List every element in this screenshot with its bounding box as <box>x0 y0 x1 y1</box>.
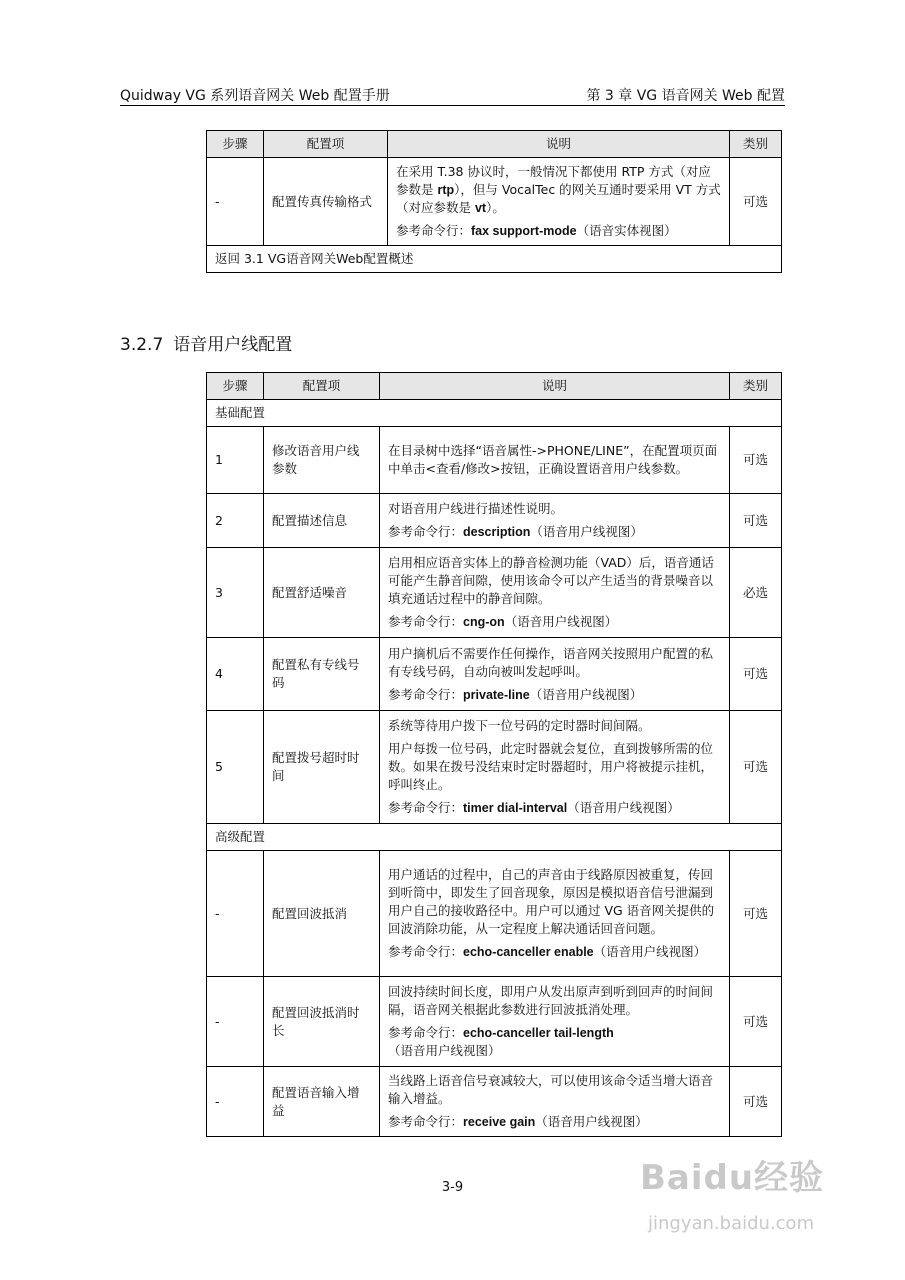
col-header-category: 类别 <box>730 373 782 400</box>
cell-category: 可选 <box>730 158 782 246</box>
page-header <box>120 85 785 106</box>
command-ref: private-line <box>463 687 530 702</box>
table-row: 3 配置舒适噪音 启用相应语音实体上的静音检测功能（VAD）后，语音通话可能产生静音间隙，使用该命令可以产生适当的背景噪音以填充通话过程中的静音间隙。 参考命令行：cng-on（语音用户线视图） 必选 <box>207 548 782 638</box>
command-ref: echo-canceller tail-length <box>463 1026 614 1040</box>
table-row <box>207 158 782 246</box>
command-ref: fax support-mode <box>471 224 577 238</box>
watermark-url: jingyan.baidu.com <box>648 1213 815 1234</box>
col-header-step: 步骤 <box>207 373 264 400</box>
table-header-row <box>207 131 782 158</box>
fax-config-table <box>206 130 782 273</box>
command-ref: cng-on <box>463 615 505 629</box>
page-number: 3-9 <box>441 1180 464 1195</box>
col-header-desc: 说明 <box>388 131 730 158</box>
command-ref: timer dial-interval <box>463 801 568 815</box>
cell-item: 配置传真传输格式 <box>264 158 388 246</box>
table-row: 4 配置私有专线号码 用户摘机后不需要作任何操作，语音网关按照用户配置的私有专线号码，自动向被叫发起呼叫。 参考命令行：private-line（语音用户线视图） 可选 <box>207 638 782 711</box>
table-row: - 配置回波抵消时长 回波持续时间长度，即用户从发出原声到听到回声的时间间隔，语音网关根据此参数进行回波抵消处理。 参考命令行：echo-canceller tail-length（语音用户线视图） 可选 <box>207 977 782 1067</box>
table-footer-row <box>207 246 782 273</box>
table-row: 1 修改语音用户线参数 在目录树中选择“语音属性->PHONE/LINE”，在配置项页面中单击<查看/修改>按钮，正确设置语音用户线参数。 可选 <box>207 427 782 494</box>
baidu-watermark <box>640 1150 860 1260</box>
table-row: 2 配置描述信息 对语音用户线进行描述性说明。 参考命令行：description（语音用户线视图） 可选 <box>207 494 782 548</box>
col-header-item: 配置项 <box>264 373 380 400</box>
watermark-logo: Baidu经验 <box>640 1158 825 1198</box>
col-header-item: 配置项 <box>264 131 388 158</box>
subscriber-line-config-table <box>206 372 782 1137</box>
header-manual-title: Quidway VG 系列语音网关 Web 配置手册 <box>120 88 390 104</box>
cell-desc: 在采用 T.38 协议时，一般情况下都使用 RTP 方式（对应参数是 rtp），但与 VocalTec 的网关互通时要采用 VT 方式（对应参数是 vt）。 参考命令行：fax support-mode（语音实体视图） <box>388 158 730 246</box>
header-chapter-title: 第 3 章 VG 语音网关 Web 配置 <box>586 88 785 104</box>
table-row: 5 配置拨号超时时间 系统等待用户拨下一位号码的定时器时间间隔。 用户每拨一位号码，此定时器就会复位，直到拨够所需的位数。如果在拨号没结束时定时器超时，用户将被提示挂机，呼叫终止。 参考命令行：timer dial-interval（语音用户线视图） 可选 <box>207 711 782 824</box>
section-title <box>120 330 302 355</box>
table-header-row <box>207 373 782 400</box>
section-heading: 语音用户线配置 <box>173 335 293 355</box>
col-header-category: 类别 <box>730 131 782 158</box>
table-row: - 配置回波抵消 用户通话的过程中，自己的声音由于线路原因被重复，传回到听筒中，即发生了回音现象，原因是模拟语音信号泄漏到用户自己的接收路径中。用户可以通过 VG 语音网关提供的回波消除功能，从一定程度上解决通话回音问题。 参考命令行：echo-canceller enable（语音用户线视图） 可选 <box>207 851 782 977</box>
command-ref: receive gain <box>463 1115 536 1129</box>
section-row-advanced: 高级配置 <box>207 824 782 851</box>
section-number: 3.2.7 <box>120 335 164 355</box>
command-ref: description <box>463 525 531 539</box>
command-ref: echo-canceller enable <box>463 945 594 959</box>
col-header-desc: 说明 <box>380 373 730 400</box>
col-header-step: 步骤 <box>207 131 264 158</box>
table-row: - 配置语音输入增益 当线路上语音信号衰减较大，可以使用该命令适当增大语音输入增益。 参考命令行：receive gain（语音用户线视图） 可选 <box>207 1067 782 1137</box>
cell-step: - <box>207 158 264 246</box>
section-row-basic: 基础配置 <box>207 400 782 427</box>
back-link[interactable]: 返回 3.1 VG语音网关Web配置概述 <box>207 246 782 273</box>
